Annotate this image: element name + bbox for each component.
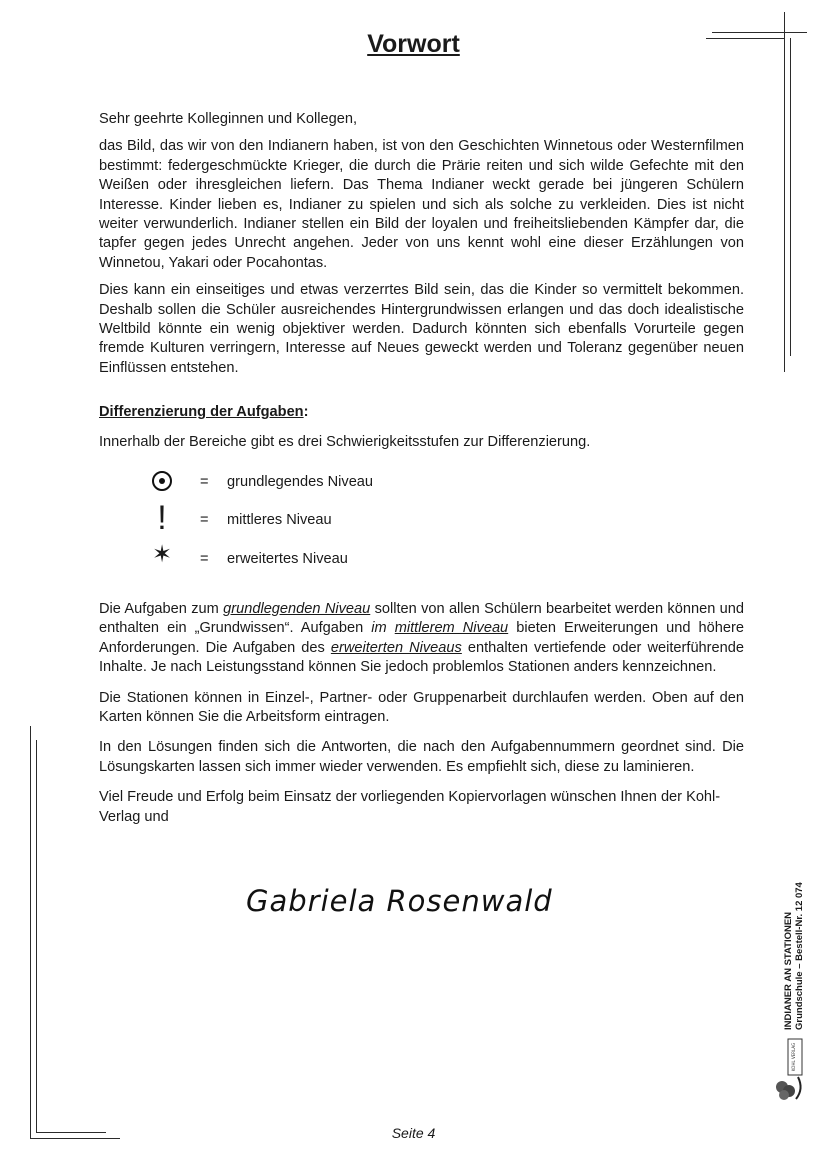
frame-right-vertical [784, 12, 785, 372]
frame-left-vertical [30, 726, 31, 1139]
paragraph-3 [99, 600, 744, 678]
target-circle-icon [150, 469, 174, 497]
level-label: erweitertes Niveau [227, 551, 348, 567]
exclamation-icon: ! [157, 499, 167, 537]
sidebar-line-2: Grundschule – Bestell-Nr. 12 074 [794, 882, 805, 1030]
equals-sign: = [200, 512, 209, 528]
page-number: Seite 4 [391, 1125, 436, 1141]
paragraph-4: Die Stationen können in Einzel-, Partner- oder Gruppenarbeit durchlaufen werden. Oben auf den Karten können Sie die Arbeitsform eintragen. [99, 689, 744, 726]
underlined-term: mittlerem Niveau [394, 620, 509, 637]
section-heading-text: Differenzierung der Aufgaben [99, 404, 304, 420]
italic-text: im [371, 620, 395, 637]
paragraph-5: In den Lösungen finden sich die Antworten, die nach den Aufgabennummern geordnet sind. Die Lösungskarten lassen sich immer wieder verwenden. Es empfiehlt sich, diese zu laminieren. [99, 739, 744, 775]
equals-sign: = [200, 474, 209, 490]
section-heading-colon: : [303, 404, 309, 420]
text-run: bieten Erweiterungen und höhere Anforderungen. Die Aufgaben des [99, 620, 744, 656]
level-label: grundlegendes Niveau [227, 474, 374, 490]
section-heading [99, 404, 308, 420]
six-point-star-icon: ✶ [151, 541, 173, 568]
section-intro: Innerhalb der Bereiche gibt es drei Schwierigkeitsstufen zur Differenzierung. [99, 434, 591, 450]
text-run: Die Aufgaben zum [99, 601, 224, 617]
greeting: Sehr geehrte Kolleginnen und Kollegen, [99, 111, 358, 127]
level-label: mittleres Niveau [227, 512, 332, 528]
publisher-logo [774, 1037, 810, 1103]
underlined-term: erweiterten Niveaus [330, 639, 462, 656]
signature: Gabriela Rosenwald [246, 884, 553, 918]
page-title: Vorwort [367, 30, 460, 58]
text-run: enthalten vertiefende oder weiterführende Inhalte. Je nach Leistungsstand können Sie jedoch problemlos Stationen anders kennzeichnen. [99, 639, 744, 676]
paragraph-2: Dies kann ein einseitiges und etwas verzerrtes Bild sein, das die Kinder so vermittelt bekommen. Deshalb sollen die Schüler ausreichendes Hintergrundwissen erlangen und das doch idealistische Weltbild könnte ein wenig objektiver werden. Dadurch könnten sich ebenfalls Vorurteile gegen fremde Kulturen verringern, Interesse auf Neues geweckt werden und Toleranz gegenüber neuen Einflüssen entstehen. [99, 282, 744, 376]
underlined-term: grundlegenden Niveau [223, 601, 371, 617]
body-text [99, 600, 744, 838]
text-run: sollten von allen Schülern bearbeitet werden können und enthalten ein „Grundwissen“. Aufgaben [99, 601, 744, 637]
frame-right-vertical-2 [790, 38, 791, 356]
frame-left-vertical-2 [36, 740, 37, 1132]
paragraph-6: Viel Freude und Erfolg beim Einsatz der vorliegenden Kopiervorlagen wünschen Ihnen der Kohl-Verlag und [99, 789, 721, 825]
sidebar-line-1: INDIANER AN STATIONEN [783, 911, 794, 1030]
logo-text: KOHL VERLAG [791, 1042, 796, 1072]
paragraph-1: das Bild, das wir von den Indianern haben, ist von den Geschichten Winnetous oder Westernfilmen bestimmt: federgeschmückte Krieger, die durch die Prärie reiten und sich wilde Gefechte mit den Weißen oder ihresgleichen liefern. Das Thema Indianer weckt gerade bei jüngeren Schülern Interesse. Kinder lieben es, Indianer zu spielen und sich als solche zu verkleiden. Dies ist nicht weiter verwunderlich. Indianer stellen ein Bild der loyalen und freiheitsliebenden Kämpfer dar, die tapfer gegen jedes Unrecht angehen. Jeder von uns kennt wohl eine dieser Erzählungen von Winnetou, Yakari oder Pocahontas. [99, 138, 744, 271]
intro-text [99, 110, 744, 386]
sidebar-text [783, 882, 805, 1030]
equals-sign: = [200, 551, 209, 567]
